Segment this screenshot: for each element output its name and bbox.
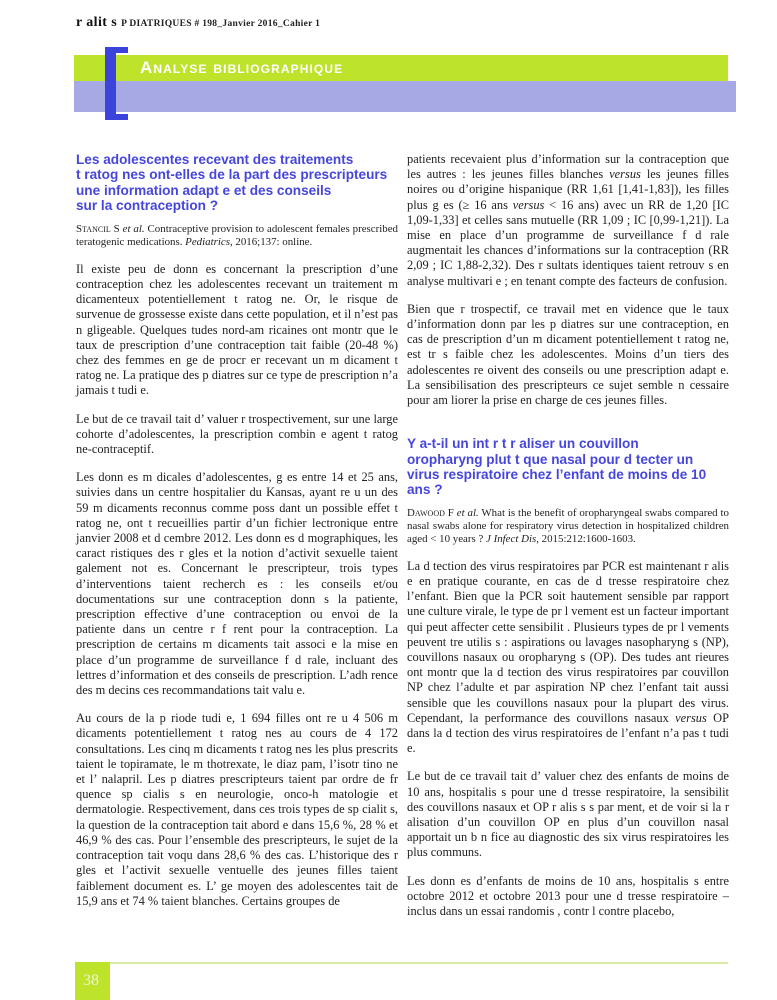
paragraph-text: La d tection des virus respiratoires par PCR est maintenant r alis e en pratique courante, en cas de d tresse respiratoire chez l’enfant. Bien que la PCR soit hautement sensible par rapport une culture virale, le type de pr l vement est un facteur important qui peut affecter cette sensibilit . Plusieurs types de pr l vements peuvent tre utilis s : aspirations ou lavages nasopharyng s (NP), couvillons nasaux ou oropharyng s (OP). Des tudes ant rieures ont montr que la d tection des virus respiratoires par couvillon NP chez l’adulte et par aspiration NP chez l’enfant tait aussi sensible que les couvillons nasaux pour la plupart des virus. Cependant, la performance des couvillons nasaux: [407, 558, 729, 725]
citation-tail: , 2015:212:1600-1603.: [536, 533, 636, 546]
masthead: [76, 13, 320, 31]
right-column: [407, 152, 729, 932]
article2-title: [407, 436, 729, 497]
title-line: sur la contraception ?: [76, 197, 219, 213]
citation-journal: J Infect Dis: [486, 533, 537, 546]
paragraph: Il existe peu de donn es concernant la prescription d’une contraception chez les adolescentes recevant un traitement m dicamenteux potentiellement t ratog ne. Or, le risque de survenue de grossesse existe dans cette population, et il n’est pas n gligeable. Quelques tudes nord-am ricaines ont montr que le taux de prescription d’une contraception tait faible (20-48 %) chez des femmes en ge de procr er recevant un m dicament t ratog ne. La pratique des p diatres sur ce type de prescription n’a jamais t tudi e.: [76, 261, 398, 398]
title-line: une information adapt e et des conseils: [76, 182, 332, 198]
title-line: Y a-t-il un int r t r aliser un couvillon: [407, 436, 639, 452]
paragraph: Le but de ce travail tait d’ valuer r trospectivement, sur une large cohorte d’adolescentes, la prescription combin e agent t ratog ne-contraceptif.: [76, 411, 398, 457]
paragraph: [407, 559, 729, 757]
title-line: Les adolescentes recevant des traitements: [76, 152, 354, 167]
left-column: [76, 152, 398, 922]
journal-brand: r alit s: [76, 15, 118, 30]
footer-rule: [110, 962, 728, 964]
citation-journal: Pediatrics: [185, 235, 230, 248]
title-line: oropharyng plut t que nasal pour d tecter un: [407, 451, 694, 467]
title-line: virus respiratoire chez l’enfant de moins de 10 ans ?: [407, 466, 707, 498]
paragraph: Les donn es m dicales d’adolescentes, g es entre 14 et 25 ans, suivies dans un centre hospitalier du Kansas, ayant re u un des 59 m dicaments reconnus comme poss dant un possible effet t ratog ne, ont t recueillies partir d’un fichier lectronique entre janvier 2008 et d cembre 2012. Les donn es d mographiques, les caract ristiques des r gles et la notion d’activit sexuelle taient galement not es. Concernant le prescripteur, trois types d’interventions taient recherch es : les conseils et/ou documentations sur une contraception donn s la patiente, prescription effective d’une contraception ou envoi de la patiente dans un centre r f rent pour la contraception. La prescription de certains m dicaments tait associ e la mise en place d’un programme de surveillance f d rale, incluant des lettres d’information et des conseils de prescription. L’adh rence des m decins ces recommandations tait valu e.: [76, 470, 398, 698]
citation-authors: Dawood F: [407, 507, 457, 520]
paragraph-text-italic: versus: [675, 710, 707, 725]
journal-issue-info: P DIATRIQUES # 198_Janvier 2016_Cahier 1: [121, 19, 321, 29]
article1-title: [76, 152, 398, 213]
paragraph: Le but de ce travail tait d’ valuer chez des enfants de moins de 10 ans, hospitalis s pour une d tresse respiratoire, la sensibilit des couvillons nasaux et OP r alis s s par ment, et de voir si la r alisation d’un couvillon OP en plus d’un couvillon nasal apportait un b n fice au diagnostic des six virus respiratoires les plus communs.: [407, 769, 729, 860]
citation-etal: et al.: [122, 223, 145, 236]
section-banner-title: Analyse bibliographique: [140, 58, 344, 77]
title-line: t ratog nes ont-elles de la part des prescripteurs: [76, 167, 388, 183]
paragraph: Les donn es d’enfants de moins de 10 ans, hospitalis s entre octobre 2012 et octobre 2013 pour une d tresse respiratoire – inclus dans un essai randomis , contr l contre placebo,: [407, 873, 729, 919]
page-number: 38: [75, 962, 110, 1000]
paragraph-text-italic: versus: [512, 197, 545, 212]
article2-citation: [407, 507, 729, 545]
paragraph: [407, 152, 729, 289]
bracket-icon: [105, 47, 128, 120]
paragraph: Au cours de la p riode tudi e, 1 694 filles ont re u 4 506 m dicaments potentiellement t ratog nes au cours de 4 172 consultations. Les cinq m dicaments t ratog nes les plus prescrits taient le topiramate, le m thotrexate, le diaz pam, l’isotr tino ne et l’ nalapril. Les p diatres prescripteurs taient par ordre de fr quence sp cialis s en neurologie, onco-h matologie et dermatologie. Respectivement, dans ces trois types de sp cialit s, la question de la contraception tait abord e dans 15,6 %, 28 % et 46,9 % des cas. Pour l’ensemble des prescripteurs, le sujet de la contraception tait voqu dans 28,6 % des cas. L’historique des r gles et l’activit sexuelle ventuelle des jeunes filles taient faiblement document es. L’ ge moyen des adolescentes tait de 15,9 ans et 74 % taient blanches. Certains groupes de: [76, 711, 398, 908]
banner-lavender-band: [74, 81, 736, 112]
paragraph: Bien que r trospectif, ce travail met en vidence que le taux d’information donn par les p diatres sur une contraception, en cas de prescription d’un m dicament potentiellement t ratog ne, est tr s faible chez les adolescentes. Moins d’un tiers des adolescentes re oivent des conseils ou une prescription adapt e. La sensibilisation des prescripteurs ce sujet semble n cessaire pour am liorer la prise en charge de ces jeunes filles.: [407, 301, 729, 408]
citation-text: Contraceptive provision to adolescent females prescribed teratogenic medications.: [76, 223, 399, 248]
citation-etal: et al.: [456, 507, 479, 520]
citation-authors: Stancil S: [76, 223, 123, 236]
article1-citation: [76, 223, 398, 249]
citation-text: What is the benefit of oropharyngeal swabs compared to nasal swabs alone for respiratory virus detection in hospitalized children aged < 10 years ?: [407, 507, 729, 546]
paragraph-text: patients recevaient plus d’information sur la contraception que les autres : les jeunes filles blanches: [407, 152, 729, 182]
paragraph-text: OP dans la d tection des virus respiratoires de l’enfant n’a pas t tudi e.: [407, 710, 729, 756]
paragraph-text: < 16 ans) avec un RR de 1,20 [IC 1,09-1,33] et celles sans mutuelle (RR 1,09 ; IC [0,99-1,21]). La mise en place d’un programme de surveillance f d rale augmentait les chances d’informations sur la contraception (RR 2,09 ; IC 1,88-2,32). Des r sultats identiques taient retrouv s en analyse multivari e ; en tenant compte des facteurs de confusion.: [407, 197, 729, 288]
paragraph-text-italic: versus: [609, 167, 641, 182]
paragraph-text: les jeunes filles noires ou d’origine hispanique (RR 1,61 [1,41-1,83]), les filles plus g es (≥ 16 ans: [407, 167, 729, 212]
citation-tail: , 2016;137: online.: [229, 235, 313, 248]
